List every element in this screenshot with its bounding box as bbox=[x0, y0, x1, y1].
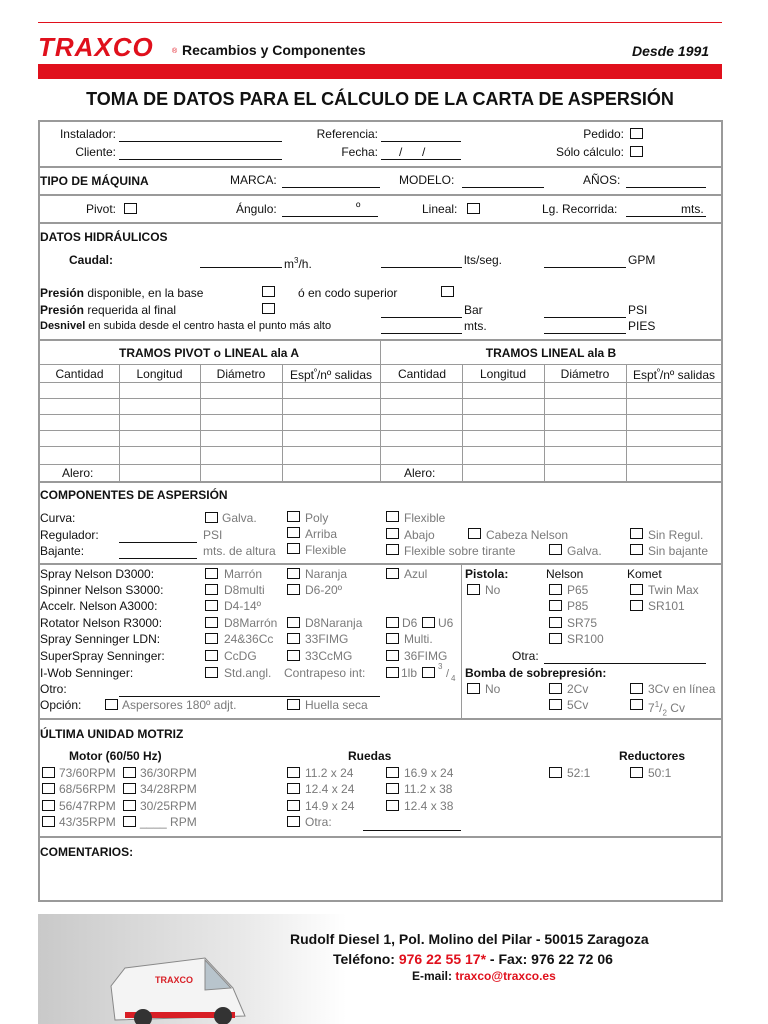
comentarios-label: COMENTARIOS: bbox=[40, 845, 134, 859]
desnivel-label: Desnivel en subida desde el centro hasta el punto más alto bbox=[40, 320, 332, 332]
regulador-label: Regulador: bbox=[40, 528, 99, 542]
table-cell[interactable] bbox=[283, 447, 379, 463]
table-cell[interactable] bbox=[463, 415, 543, 429]
bomba-no-checkbox[interactable] bbox=[467, 683, 480, 694]
table-cell[interactable] bbox=[283, 431, 379, 445]
flexible-checkbox[interactable] bbox=[287, 543, 300, 554]
motriz-heading: ÚLTIMA UNIDAD MOTRIZ bbox=[40, 727, 184, 741]
sr101-checkbox[interactable] bbox=[630, 600, 643, 611]
cabeza-nelson-label: Cabeza Nelson bbox=[486, 528, 569, 542]
rueda-label: 16.9 x 24 bbox=[404, 766, 454, 780]
rpm-checkbox[interactable] bbox=[123, 816, 136, 827]
table-cell[interactable] bbox=[283, 399, 379, 413]
multi-checkbox[interactable] bbox=[386, 633, 399, 644]
column-header: Diámetro bbox=[216, 367, 266, 381]
fecha-separator: / bbox=[422, 145, 426, 159]
divider bbox=[38, 563, 723, 565]
fecha-separator: / bbox=[399, 145, 403, 159]
rpm-checkbox[interactable] bbox=[42, 767, 55, 778]
u6-checkbox[interactable] bbox=[422, 617, 435, 628]
rueda-checkbox[interactable] bbox=[287, 816, 300, 827]
table-cell[interactable] bbox=[463, 399, 543, 413]
solo-calculo-checkbox[interactable] bbox=[630, 146, 643, 157]
rueda-checkbox[interactable] bbox=[287, 783, 300, 794]
rueda-label: Otra: bbox=[305, 815, 332, 829]
d6-checkbox[interactable] bbox=[386, 617, 399, 628]
fecha-label: Fecha: bbox=[341, 145, 378, 159]
fimg33-checkbox[interactable] bbox=[287, 633, 300, 644]
rpm-checkbox[interactable] bbox=[42, 816, 55, 827]
c2436-checkbox[interactable] bbox=[205, 633, 218, 644]
galva-checkbox[interactable] bbox=[205, 512, 218, 523]
presion-base-checkbox[interactable] bbox=[262, 286, 275, 297]
divider bbox=[38, 718, 723, 720]
pedido-label: Pedido: bbox=[583, 127, 624, 141]
table-cell[interactable] bbox=[41, 447, 118, 463]
column-header: Cantidad bbox=[397, 367, 447, 381]
rueda-label: 14.9 x 24 bbox=[305, 799, 355, 813]
p65-label: P65 bbox=[567, 583, 589, 597]
reductores-heading: Reductores bbox=[619, 749, 686, 763]
table-cell[interactable] bbox=[545, 447, 625, 463]
arriba-checkbox[interactable] bbox=[287, 527, 300, 538]
rpm-checkbox[interactable] bbox=[42, 783, 55, 794]
d8marron-label: D8Marrón bbox=[224, 616, 278, 630]
sr100-label: SR100 bbox=[567, 632, 604, 646]
table-cell[interactable] bbox=[463, 383, 543, 397]
rueda-label: 12.4 x 24 bbox=[305, 782, 355, 796]
bar-unit: Bar bbox=[464, 303, 483, 317]
table-cell[interactable] bbox=[41, 399, 118, 413]
twin-max-checkbox[interactable] bbox=[630, 584, 643, 595]
table-cell[interactable] bbox=[627, 383, 721, 397]
desnivel-pies-field[interactable] bbox=[544, 333, 626, 334]
brand-logo: TRAXCO bbox=[38, 32, 154, 62]
galva-label: Galva. bbox=[222, 511, 257, 525]
rueda-checkbox[interactable] bbox=[386, 767, 399, 778]
rpm-label: 36/30RPM bbox=[140, 766, 197, 780]
std-angl-checkbox[interactable] bbox=[205, 667, 218, 678]
otra-label: Otra: bbox=[512, 649, 539, 663]
instalador-label: Instalador: bbox=[59, 127, 116, 141]
registered-mark: ® bbox=[172, 48, 178, 55]
caudal-gpm-field[interactable] bbox=[544, 267, 626, 268]
table-cell[interactable] bbox=[41, 383, 118, 397]
table-cell[interactable] bbox=[41, 431, 118, 445]
flexible-label: Flexible bbox=[305, 543, 347, 557]
table-cell[interactable] bbox=[41, 415, 118, 429]
twin-max-label: Twin Max bbox=[648, 583, 699, 597]
bomba-label: Bomba de sobrepresión: bbox=[465, 666, 607, 680]
table-cell[interactable] bbox=[545, 431, 625, 445]
presion-bar-field[interactable] bbox=[381, 317, 462, 318]
lb1-label: 1lb bbox=[401, 666, 418, 680]
ccmg33-label: 33CcMG bbox=[305, 649, 353, 663]
caudal-m3-field[interactable] bbox=[200, 267, 282, 268]
otro-field[interactable] bbox=[119, 696, 380, 697]
alero-label: Alero: bbox=[404, 466, 436, 480]
naranja-label: Naranja bbox=[305, 567, 348, 581]
fimg33-label: 33FIMG bbox=[305, 632, 349, 646]
table-cell[interactable] bbox=[463, 465, 543, 480]
sr100-checkbox[interactable] bbox=[549, 633, 562, 644]
pistola-no-label: No bbox=[485, 583, 501, 597]
aspersores-label: Aspersores 180º adjt. bbox=[122, 698, 237, 712]
componentes-heading: COMPONENTES DE ASPERSIÓN bbox=[40, 488, 228, 502]
pies-unit: PIES bbox=[628, 319, 656, 333]
reductor-checkbox[interactable] bbox=[630, 767, 643, 778]
angulo-label: Ángulo: bbox=[236, 202, 277, 216]
table-cell[interactable] bbox=[201, 447, 281, 463]
tramos-b-title: TRAMOS LINEAL ala B bbox=[485, 346, 617, 360]
pistola-no-checkbox[interactable] bbox=[467, 584, 480, 595]
cv2-label: 2Cv bbox=[567, 682, 589, 696]
otro-label: Otro: bbox=[40, 682, 67, 696]
table-cell[interactable] bbox=[201, 431, 281, 445]
d8multi-checkbox[interactable] bbox=[205, 584, 218, 595]
divider bbox=[38, 166, 723, 168]
rpm-label: ____ RPM bbox=[140, 815, 197, 829]
cv7-label: $7^1/_2$ Cv bbox=[648, 700, 685, 718]
sr75-checkbox[interactable] bbox=[549, 617, 562, 628]
senninger-ldn-label: Spray Senninger LDN: bbox=[40, 632, 161, 646]
rpm-checkbox[interactable] bbox=[123, 783, 136, 794]
cv7-checkbox[interactable] bbox=[630, 699, 643, 710]
poly-checkbox[interactable] bbox=[287, 511, 300, 522]
column-header: Longitud bbox=[479, 367, 527, 381]
curva-label: Curva: bbox=[40, 511, 76, 525]
recorrida-unit: mts. bbox=[681, 202, 704, 216]
recorrida-label: Lg. Recorrida: bbox=[542, 202, 618, 216]
reductor-checkbox[interactable] bbox=[549, 767, 562, 778]
contrapeso-label: Contrapeso int: bbox=[284, 666, 366, 680]
table-row-line bbox=[38, 364, 723, 365]
modelo-field[interactable] bbox=[462, 187, 544, 188]
rpm-checkbox[interactable] bbox=[123, 800, 136, 811]
footer-email: E-mail: traxco@traxco.es bbox=[412, 969, 556, 983]
c2436-label: 24&36Cc bbox=[224, 632, 274, 646]
desnivel-mts-field[interactable] bbox=[381, 333, 462, 334]
rpm-checkbox[interactable] bbox=[42, 800, 55, 811]
superspray-label: SuperSpray Senninger: bbox=[40, 649, 165, 663]
pivot-label: Pivot: bbox=[85, 202, 116, 216]
table-cell[interactable] bbox=[383, 399, 461, 413]
marron-checkbox[interactable] bbox=[205, 568, 218, 579]
rueda-label: 11.2 x 24 bbox=[305, 766, 354, 780]
van-logo: TRAXCO bbox=[155, 975, 193, 985]
bajante-field[interactable] bbox=[119, 558, 197, 559]
rueda-label: 11.2 x 38 bbox=[404, 782, 453, 796]
anos-label: AÑOS: bbox=[583, 173, 621, 187]
rueda-otra-field[interactable] bbox=[363, 830, 461, 831]
page-title: TOMA DE DATOS PARA EL CÁLCULO DE LA CARTA DE ASPERSIÓN bbox=[86, 89, 674, 109]
table-cell[interactable] bbox=[383, 415, 461, 429]
referencia-label: Referencia: bbox=[316, 127, 378, 141]
d8multi-label: D8multi bbox=[224, 583, 265, 597]
table-cell[interactable] bbox=[463, 431, 543, 445]
table-divider bbox=[380, 340, 381, 481]
table-cell[interactable] bbox=[201, 415, 281, 429]
column-header: Cantidad bbox=[55, 367, 104, 381]
marca-label: MARCA: bbox=[230, 173, 277, 187]
table-cell[interactable] bbox=[120, 431, 199, 445]
presion-final-checkbox[interactable] bbox=[262, 303, 275, 314]
lineal-label: Lineal: bbox=[422, 202, 458, 216]
column-header: Diámetro bbox=[560, 367, 610, 381]
table-cell[interactable] bbox=[627, 465, 721, 480]
angulo-field[interactable] bbox=[282, 216, 378, 217]
rueda-checkbox[interactable] bbox=[287, 767, 300, 778]
codo-label: ó en codo superior bbox=[298, 286, 398, 300]
komet-label: Komet bbox=[627, 567, 662, 581]
rueda-checkbox[interactable] bbox=[386, 800, 399, 811]
rotator-label: Rotator Nelson R3000: bbox=[40, 616, 163, 630]
d6-label: D6 bbox=[402, 616, 418, 630]
std-angl-label: Std.angl. bbox=[224, 666, 272, 680]
fimg36-checkbox[interactable] bbox=[386, 650, 399, 661]
marron-label: Marrón bbox=[224, 567, 263, 581]
table-cell[interactable] bbox=[627, 415, 721, 429]
rpm-label: 56/47RPM bbox=[59, 799, 116, 813]
grados-symbol: º bbox=[356, 200, 361, 214]
mts-unit: mts. bbox=[464, 319, 487, 333]
regulador-field[interactable] bbox=[119, 542, 197, 543]
modelo-label: MODELO: bbox=[399, 173, 455, 187]
psi-label: PSI bbox=[203, 528, 223, 542]
ccmg33-checkbox[interactable] bbox=[287, 650, 300, 661]
reductor-label: 50:1 bbox=[648, 766, 672, 780]
tramos-a-title: TRAMOS PIVOT o LINEAL ala A bbox=[118, 346, 300, 360]
d6-20-label: D6-20º bbox=[305, 583, 343, 597]
presion-disponible-label: Presión disponible, en la base bbox=[40, 286, 204, 300]
table-cell[interactable] bbox=[283, 465, 379, 480]
sin-bajante-checkbox[interactable] bbox=[630, 544, 643, 555]
d6-20-checkbox[interactable] bbox=[287, 584, 300, 595]
three-quarter-checkbox[interactable] bbox=[422, 667, 435, 678]
rpm-label: 68/56RPM bbox=[59, 782, 116, 796]
lb1-checkbox[interactable] bbox=[386, 667, 399, 678]
table-cell[interactable] bbox=[201, 465, 281, 480]
rueda-checkbox[interactable] bbox=[287, 800, 300, 811]
since-label: Desde 1991 bbox=[632, 43, 710, 59]
rpm-label: 30/25RPM bbox=[140, 799, 197, 813]
anos-field[interactable] bbox=[626, 187, 706, 188]
footer-address: Rudolf Diesel 1, Pol. Molino del Pilar - 50015 Zaragoza bbox=[290, 931, 649, 947]
lineal-checkbox[interactable] bbox=[467, 203, 480, 214]
azul-label: Azul bbox=[404, 567, 428, 581]
sin-bajante-label: Sin bajante bbox=[648, 544, 709, 558]
sr75-label: SR75 bbox=[567, 616, 598, 630]
caudal-label: Caudal: bbox=[69, 253, 114, 267]
table-cell[interactable] bbox=[283, 415, 379, 429]
pedido-checkbox[interactable] bbox=[630, 128, 643, 139]
table-cell[interactable] bbox=[120, 415, 199, 429]
abajo-checkbox[interactable] bbox=[386, 528, 399, 539]
header-red-band bbox=[38, 64, 722, 79]
motor-heading: Motor (60/50 Hz) bbox=[69, 749, 162, 763]
sin-regul-label: Sin Regul. bbox=[648, 528, 704, 542]
divider bbox=[38, 222, 723, 224]
table-cell[interactable] bbox=[120, 399, 199, 413]
frac-num: 3 bbox=[438, 662, 443, 671]
divider bbox=[38, 194, 723, 196]
alero-label: Alero: bbox=[62, 466, 94, 480]
flexible2-checkbox[interactable] bbox=[386, 511, 399, 522]
pivot-checkbox[interactable] bbox=[124, 203, 137, 214]
nelson-label: Nelson bbox=[546, 567, 584, 581]
table-cell[interactable] bbox=[201, 399, 281, 413]
naranja-checkbox[interactable] bbox=[287, 568, 300, 579]
spinner-label: Spinner Nelson S3000: bbox=[40, 583, 164, 597]
cliente-field[interactable] bbox=[119, 159, 282, 160]
cabeza-nelson-checkbox[interactable] bbox=[468, 528, 481, 539]
presion-requerida-label: Presión requerida al final bbox=[40, 303, 177, 317]
m3-unit: $m^3/h$. bbox=[284, 256, 312, 271]
fecha-field[interactable] bbox=[381, 159, 461, 160]
poly-label: Poly bbox=[305, 511, 329, 525]
abajo-label: Abajo bbox=[404, 528, 435, 542]
frac-den: 4 bbox=[451, 674, 456, 683]
sin-regul-checkbox[interactable] bbox=[630, 528, 643, 539]
cv3-label: 3Cv en línea bbox=[648, 682, 716, 696]
d4-14-label: D4-14º bbox=[224, 599, 262, 613]
otra-field[interactable] bbox=[544, 663, 706, 664]
marca-field[interactable] bbox=[282, 187, 380, 188]
header-top-rule bbox=[38, 22, 722, 23]
table-cell[interactable] bbox=[627, 431, 721, 445]
table-cell[interactable] bbox=[627, 447, 721, 463]
table-cell[interactable] bbox=[283, 383, 379, 397]
table-cell[interactable] bbox=[627, 399, 721, 413]
lts-unit: lts/seg. bbox=[464, 253, 503, 267]
table-cell[interactable] bbox=[120, 465, 199, 480]
cv5-label: 5Cv bbox=[567, 698, 589, 712]
u6-label: U6 bbox=[438, 616, 454, 630]
table-cell[interactable] bbox=[383, 447, 461, 463]
galva2-label: Galva. bbox=[567, 544, 602, 558]
bajante-label: Bajante: bbox=[40, 544, 85, 558]
d8marron-checkbox[interactable] bbox=[205, 617, 218, 628]
d8naranja-label: D8Naranja bbox=[305, 616, 363, 630]
spray-d3000-label: Spray Nelson D3000: bbox=[40, 567, 155, 581]
d8naranja-checkbox[interactable] bbox=[287, 617, 300, 628]
reductor-label: 52:1 bbox=[567, 766, 591, 780]
caudal-lts-field[interactable] bbox=[381, 267, 462, 268]
table-cell[interactable] bbox=[463, 447, 543, 463]
huella-label: Huella seca bbox=[305, 698, 368, 712]
solo-calculo-label: Sólo cálculo: bbox=[555, 145, 624, 159]
table-cell[interactable] bbox=[545, 465, 625, 480]
accelr-label: Accelr. Nelson A3000: bbox=[40, 599, 158, 613]
column-header: Espt$^º$/nº salidas bbox=[289, 367, 372, 382]
cv2-checkbox[interactable] bbox=[549, 683, 562, 694]
instalador-field[interactable] bbox=[119, 141, 282, 142]
rpm-label: 43/35RPM bbox=[59, 815, 116, 829]
mts-altura-label: mts. de altura bbox=[203, 544, 276, 558]
table-cell[interactable] bbox=[120, 383, 199, 397]
frac-slash: / bbox=[446, 668, 450, 680]
table-cell[interactable] bbox=[383, 383, 461, 397]
flexible-tirante-checkbox[interactable] bbox=[386, 544, 399, 555]
d4-14-checkbox[interactable] bbox=[205, 600, 218, 611]
sr101-label: SR101 bbox=[648, 599, 685, 613]
ccdg-label: CcDG bbox=[224, 649, 257, 663]
gpm-unit: GPM bbox=[628, 253, 656, 267]
psi-unit: PSI bbox=[628, 303, 648, 317]
p85-checkbox[interactable] bbox=[549, 600, 562, 611]
rpm-label: 34/28RPM bbox=[140, 782, 197, 796]
tagline: Recambios y Componentes bbox=[182, 42, 366, 58]
presion-psi-field[interactable] bbox=[544, 317, 626, 318]
azul-checkbox[interactable] bbox=[386, 568, 399, 579]
hidraulicos-heading: DATOS HIDRÁULICOS bbox=[40, 230, 168, 244]
multi-label: Multi. bbox=[404, 632, 433, 646]
ccdg-checkbox[interactable] bbox=[205, 650, 218, 661]
table-cell[interactable] bbox=[545, 415, 625, 429]
flexible-tirante-label: Flexible sobre tirante bbox=[404, 544, 516, 558]
table-cell[interactable] bbox=[383, 431, 461, 445]
divider bbox=[38, 481, 723, 483]
pistola-divider bbox=[461, 564, 462, 718]
cliente-label: Cliente: bbox=[75, 145, 116, 159]
opcion-label: Opción: bbox=[40, 698, 82, 712]
table-cell[interactable] bbox=[545, 383, 625, 397]
galva2-checkbox[interactable] bbox=[549, 544, 562, 555]
pistola-label: Pistola: bbox=[465, 567, 509, 581]
ruedas-heading: Ruedas bbox=[348, 749, 392, 763]
codo-checkbox[interactable] bbox=[441, 286, 454, 297]
rpm-label: 73/60RPM bbox=[59, 766, 116, 780]
rueda-label: 12.4 x 38 bbox=[404, 799, 454, 813]
flexible2-label: Flexible bbox=[404, 511, 446, 525]
table-cell[interactable] bbox=[201, 383, 281, 397]
cv3-checkbox[interactable] bbox=[630, 683, 643, 694]
column-header: Espt$^º$/nº salidas bbox=[632, 367, 715, 382]
table-cell[interactable] bbox=[120, 447, 199, 463]
column-header: Longitud bbox=[136, 367, 183, 381]
divider bbox=[38, 836, 723, 838]
arriba-label: Arriba bbox=[305, 527, 338, 541]
cv5-checkbox[interactable] bbox=[549, 699, 562, 710]
iwob-label: I-Wob Senninger: bbox=[40, 666, 134, 680]
referencia-field[interactable] bbox=[381, 141, 461, 142]
p65-checkbox[interactable] bbox=[549, 584, 562, 595]
fimg36-label: 36FIMG bbox=[404, 649, 448, 663]
table-cell[interactable] bbox=[545, 399, 625, 413]
tipo-maquina-heading: TIPO DE MÁQUINA bbox=[40, 174, 149, 188]
rueda-checkbox[interactable] bbox=[386, 783, 399, 794]
rpm-checkbox[interactable] bbox=[123, 767, 136, 778]
recorrida-field[interactable] bbox=[626, 216, 706, 217]
delivery-van-image bbox=[55, 928, 255, 1024]
footer-phone: Teléfono: 976 22 55 17* - Fax: 976 22 72 06 bbox=[333, 951, 613, 967]
bomba-no-label: No bbox=[485, 682, 501, 696]
aspersores-checkbox[interactable] bbox=[105, 699, 118, 710]
huella-checkbox[interactable] bbox=[287, 699, 300, 710]
p85-label: P85 bbox=[567, 599, 589, 613]
